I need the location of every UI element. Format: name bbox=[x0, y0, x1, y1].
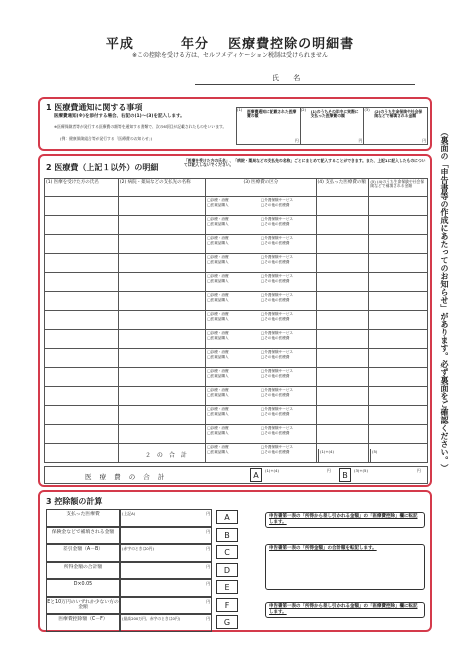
category-checkbox[interactable]: □その他の医療費 bbox=[260, 240, 290, 245]
section-2-note: 「医療を受けた方の氏名」、「病院・薬局などの支払先の名称」ごとにまとめて記入することができます。また、上記1に記入したものについては記入しないでください。 bbox=[184, 158, 426, 168]
reimbursed-cell[interactable] bbox=[369, 254, 428, 273]
paid-amount-cell[interactable] bbox=[316, 406, 369, 425]
category-cell bbox=[206, 273, 316, 292]
notice-col-2-label: (1)のうちその年中に実際に支払った医療費の額 bbox=[310, 109, 359, 119]
category-checkbox[interactable]: □その他の医療費 bbox=[260, 259, 290, 264]
calc-box-b: B bbox=[216, 528, 238, 542]
category-checkbox[interactable]: □介護保険サービス bbox=[260, 198, 294, 202]
section-2-total-row bbox=[44, 449, 428, 463]
notice-col-1[interactable]: (1) 医療費通知に記載された医療費の額 円 bbox=[237, 107, 299, 143]
table-row bbox=[45, 349, 428, 368]
callout-income-total: 申告書第一表の「所得金額」の合計額を転記します。 bbox=[265, 544, 425, 590]
table-row bbox=[45, 368, 428, 387]
reimbursed-cell[interactable] bbox=[369, 330, 428, 349]
reimbursed-cell[interactable] bbox=[369, 406, 428, 425]
medical-expense-table bbox=[44, 178, 428, 463]
reimbursed-cell[interactable] bbox=[369, 235, 428, 254]
notice-col-1-label: 医療費通知に記載された医療費の額 bbox=[247, 109, 297, 119]
category-checkbox[interactable]: □介護保険サービス bbox=[260, 350, 294, 354]
paid-amount-cell[interactable] bbox=[316, 330, 369, 349]
category-checkbox[interactable]: □医薬品購入 bbox=[207, 335, 229, 340]
category-cell bbox=[206, 235, 316, 254]
sum-b-formula: (3)+(5) bbox=[354, 468, 368, 473]
callout-medical-deduction-1: 申告書第一表の「所得から差し引かれる金額」の「医療費控除」欄に転記します。 bbox=[265, 512, 425, 528]
payee-cell[interactable] bbox=[118, 235, 205, 254]
name-label: 氏 名 bbox=[272, 74, 307, 82]
sum-b-cell[interactable] bbox=[353, 467, 427, 483]
category-checkbox[interactable]: □診療・治療 bbox=[207, 217, 229, 221]
patient-name-cell[interactable] bbox=[45, 197, 119, 216]
category-checkbox[interactable]: □その他の医療費 bbox=[260, 297, 290, 302]
category-cell bbox=[206, 368, 316, 387]
calc-box-e: E bbox=[216, 580, 238, 594]
category-checkbox[interactable]: □診療・治療 bbox=[207, 331, 229, 335]
category-checkbox[interactable]: □診療・治療 bbox=[207, 350, 229, 354]
form-title: 医療費控除の明細書 bbox=[228, 37, 355, 52]
category-checkbox[interactable]: □医薬品購入 bbox=[207, 392, 229, 397]
category-checkbox[interactable]: □診療・治療 bbox=[207, 445, 229, 449]
category-checkbox[interactable]: □医薬品購入 bbox=[207, 259, 229, 264]
reimbursed-cell[interactable] bbox=[369, 349, 428, 368]
payee-cell[interactable] bbox=[118, 197, 205, 216]
category-checkbox[interactable]: □その他の医療費 bbox=[260, 411, 290, 416]
notice-col-2[interactable]: (2) (1)のうちその年中に実際に支払った医療費の額 円 bbox=[300, 107, 363, 143]
category-checkbox[interactable]: □診療・治療 bbox=[207, 255, 229, 259]
category-cell bbox=[206, 349, 316, 368]
calc-box-f: F bbox=[216, 598, 238, 612]
calc-value-d[interactable]: 円 bbox=[120, 562, 212, 580]
callout-medical-deduction-2: 申告書第一表の「所得から差し引かれる金額」の「医療費控除」欄に転記します。 bbox=[265, 602, 425, 618]
year-label: 年分 bbox=[180, 37, 209, 52]
calc-label-b: 保険金などで補填される金額 bbox=[46, 527, 120, 545]
notice-col-3-label: (2)のうち生命保険や社会保険などで補填される金額 bbox=[374, 109, 423, 119]
table-row bbox=[45, 254, 428, 273]
payee-cell[interactable] bbox=[118, 311, 205, 330]
category-cell bbox=[206, 311, 316, 330]
era-label: 平成 bbox=[105, 37, 134, 52]
category-checkbox[interactable]: □その他の医療費 bbox=[260, 221, 290, 226]
payee-cell[interactable] bbox=[118, 368, 205, 387]
category-cell bbox=[206, 406, 316, 425]
grand-total-label: 医 療 費 の 合 計 bbox=[85, 473, 168, 481]
patient-name-cell[interactable] bbox=[45, 406, 119, 425]
header-paid-amount: (4) 支払った医療費の額 bbox=[316, 179, 369, 197]
calc-box-a: A bbox=[216, 510, 238, 524]
category-checkbox[interactable]: □その他の医療費 bbox=[260, 373, 290, 378]
category-checkbox[interactable]: □その他の医療費 bbox=[260, 392, 290, 397]
category-checkbox[interactable]: □介護保険サービス bbox=[260, 236, 294, 240]
table-row bbox=[45, 387, 428, 406]
category-checkbox[interactable]: □医薬品購入 bbox=[207, 297, 229, 302]
header-category: (3) 医療費の区分 bbox=[206, 179, 316, 197]
medical-notice-table bbox=[236, 107, 428, 145]
table-row bbox=[45, 311, 428, 330]
category-checkbox[interactable]: □介護保険サービス bbox=[260, 312, 294, 316]
table-row bbox=[45, 292, 428, 311]
section-1-desc: ※医療保険者等が発行する医療費の額等を通知する書類で、次の6項目が記載されたものをいいます。 bbox=[54, 124, 227, 129]
reimbursed-cell[interactable] bbox=[369, 387, 428, 406]
side-note: （裏面の「申告書等の作成にあたってのお知らせ」があります。必ず裏面をご確認ください。） bbox=[440, 128, 449, 472]
payee-cell[interactable] bbox=[118, 273, 205, 292]
paid-amount-cell[interactable] bbox=[316, 216, 369, 235]
category-checkbox[interactable]: □介護保険サービス bbox=[260, 217, 294, 221]
category-checkbox[interactable]: □医薬品購入 bbox=[207, 202, 229, 207]
category-checkbox[interactable]: □その他の医療費 bbox=[260, 316, 290, 321]
calc-box-g: G bbox=[216, 615, 238, 629]
patient-name-cell[interactable] bbox=[45, 387, 119, 406]
box-b: B bbox=[339, 468, 351, 482]
sum-a-cell[interactable] bbox=[263, 467, 337, 483]
category-cell bbox=[206, 387, 316, 406]
section-3-title: 3 控除額の計算 bbox=[46, 497, 103, 506]
section-1-desc-sub: (例：健康保険組合等が発行する「医療費のお知らせ」) bbox=[60, 136, 153, 141]
total-4-cell[interactable]: (1)+(4) bbox=[320, 449, 334, 454]
section-2 bbox=[38, 154, 432, 487]
section-1-desc-bold: 医療費通知(※)を添付する場合、右記の(1)〜(3)を記入します。 bbox=[54, 114, 185, 119]
category-checkbox[interactable]: □診療・治療 bbox=[207, 388, 229, 392]
category-checkbox[interactable]: □その他の医療費 bbox=[260, 335, 290, 340]
payee-cell[interactable] bbox=[118, 387, 205, 406]
calc-label-e: D×0.05 bbox=[46, 579, 120, 597]
paid-amount-cell[interactable] bbox=[316, 311, 369, 330]
patient-name-cell[interactable] bbox=[45, 425, 119, 444]
calc-label-c: 差引金額（A－B） bbox=[46, 544, 120, 562]
paid-amount-cell[interactable] bbox=[316, 254, 369, 273]
calc-box-c: C bbox=[216, 545, 238, 559]
self-medication-notice: ※この控除を受ける方は、セルフメディケーション税制は受けられません bbox=[131, 52, 329, 59]
patient-name-cell[interactable] bbox=[45, 349, 119, 368]
table-row bbox=[45, 330, 428, 349]
category-checkbox[interactable]: □診療・治療 bbox=[207, 236, 229, 240]
category-cell bbox=[206, 197, 316, 216]
category-checkbox[interactable]: □医薬品購入 bbox=[207, 278, 229, 283]
calc-value-c[interactable]: (赤字のときは0円) 円 bbox=[120, 544, 212, 562]
category-checkbox[interactable]: □診療・治療 bbox=[207, 407, 229, 411]
table-row bbox=[45, 235, 428, 254]
table-row bbox=[45, 425, 428, 444]
calc-value-a[interactable]: (上記A) 円 bbox=[120, 509, 212, 527]
reimbursed-cell[interactable] bbox=[369, 197, 428, 216]
category-checkbox[interactable]: □介護保険サービス bbox=[260, 426, 294, 430]
grand-total-row bbox=[44, 466, 428, 484]
patient-name-cell[interactable] bbox=[45, 311, 119, 330]
paid-amount-cell[interactable] bbox=[316, 235, 369, 254]
paid-amount-cell[interactable] bbox=[316, 368, 369, 387]
category-checkbox[interactable]: □診療・治療 bbox=[207, 426, 229, 430]
table-row bbox=[45, 197, 428, 216]
category-cell bbox=[206, 425, 316, 444]
table-row bbox=[45, 273, 428, 292]
patient-name-cell[interactable] bbox=[45, 216, 119, 235]
sum-a-yen: 円 bbox=[327, 468, 331, 473]
section-1-title: 1 医療費通知に関する事項 bbox=[46, 103, 143, 112]
calc-value-f[interactable]: 円 bbox=[120, 597, 212, 615]
category-cell bbox=[206, 216, 316, 235]
total-5-cell[interactable]: (5) bbox=[372, 449, 378, 454]
category-checkbox[interactable]: □医薬品購入 bbox=[207, 430, 229, 435]
reimbursed-cell[interactable] bbox=[369, 368, 428, 387]
paid-amount-cell[interactable] bbox=[316, 292, 369, 311]
payee-cell[interactable] bbox=[118, 425, 205, 444]
category-checkbox[interactable]: □その他の医療費 bbox=[260, 202, 290, 207]
name-field[interactable] bbox=[195, 84, 415, 85]
sum-b-yen: 円 bbox=[417, 468, 421, 473]
category-checkbox[interactable]: □介護保険サービス bbox=[260, 407, 294, 411]
reimbursed-cell[interactable] bbox=[369, 425, 428, 444]
patient-name-cell[interactable] bbox=[45, 254, 119, 273]
category-cell bbox=[206, 330, 316, 349]
category-checkbox[interactable]: □医薬品購入 bbox=[207, 240, 229, 245]
header-reimbursed: (5) (4)のうち生命保険や社会保険などで補填される金額 bbox=[369, 179, 428, 197]
category-checkbox[interactable]: □介護保険サービス bbox=[260, 369, 294, 373]
header-patient-name: (1) 医療を受けた方の氏名 bbox=[45, 179, 119, 197]
calc-label-f: Eと10万円のいずれか少ない方の金額 bbox=[46, 597, 120, 615]
category-cell bbox=[206, 254, 316, 273]
category-checkbox[interactable]: □その他の医療費 bbox=[260, 278, 290, 283]
category-checkbox[interactable]: □医薬品購入 bbox=[207, 354, 229, 359]
category-checkbox[interactable]: □医薬品購入 bbox=[207, 373, 229, 378]
category-cell bbox=[206, 292, 316, 311]
category-checkbox[interactable]: □医薬品購入 bbox=[207, 316, 229, 321]
reimbursed-cell[interactable] bbox=[369, 311, 428, 330]
section-1 bbox=[38, 97, 432, 151]
payee-cell[interactable] bbox=[118, 292, 205, 311]
section-2-total-label: ２ の 合 計 bbox=[145, 452, 189, 459]
category-checkbox[interactable]: □診療・治療 bbox=[207, 274, 229, 278]
category-checkbox[interactable]: □診療・治療 bbox=[207, 369, 229, 373]
category-checkbox[interactable]: □介護保険サービス bbox=[260, 388, 294, 392]
reimbursed-cell[interactable] bbox=[369, 292, 428, 311]
calc-label-a: 支払った医療費 bbox=[46, 509, 120, 527]
patient-name-cell[interactable] bbox=[45, 273, 119, 292]
payee-cell[interactable] bbox=[118, 349, 205, 368]
paid-amount-cell[interactable] bbox=[316, 273, 369, 292]
notice-col-3[interactable]: (3) (2)のうち生命保険や社会保険などで補填される金額 円 bbox=[364, 107, 426, 143]
reimbursed-cell[interactable] bbox=[369, 216, 428, 235]
category-checkbox[interactable]: □診療・治療 bbox=[207, 198, 229, 202]
calc-value-b[interactable]: 円 bbox=[120, 527, 212, 545]
payee-cell[interactable] bbox=[118, 254, 205, 273]
patient-name-cell[interactable] bbox=[45, 330, 119, 349]
category-checkbox[interactable]: □医薬品購入 bbox=[207, 449, 229, 454]
category-checkbox[interactable]: □介護保険サービス bbox=[260, 274, 294, 278]
calc-value-g[interactable]: (最高200万円、赤字のときは0円) 円 bbox=[120, 614, 212, 632]
sum-a-formula: (1)+(4) bbox=[265, 468, 279, 473]
paid-amount-cell[interactable] bbox=[316, 425, 369, 444]
payee-cell[interactable] bbox=[118, 330, 205, 349]
patient-name-cell[interactable] bbox=[45, 292, 119, 311]
payee-cell[interactable] bbox=[118, 406, 205, 425]
header-payee: (2) 病院・薬局などの支払先の名称 bbox=[118, 179, 205, 197]
paid-amount-cell[interactable] bbox=[316, 349, 369, 368]
section-2-title: 2 医療費（上記１以外）の明細 bbox=[46, 163, 159, 172]
payee-cell[interactable] bbox=[118, 216, 205, 235]
patient-name-cell[interactable] bbox=[45, 368, 119, 387]
calc-label-d: 所得金額の合計額 bbox=[46, 562, 120, 580]
category-checkbox[interactable]: □その他の医療費 bbox=[260, 354, 290, 359]
category-checkbox[interactable]: □その他の医療費 bbox=[260, 449, 290, 454]
category-checkbox[interactable]: □その他の医療費 bbox=[260, 430, 290, 435]
section-3 bbox=[38, 490, 432, 632]
paid-amount-cell[interactable] bbox=[316, 387, 369, 406]
reimbursed-cell[interactable] bbox=[369, 273, 428, 292]
category-checkbox[interactable]: □診療・治療 bbox=[207, 312, 229, 316]
category-checkbox[interactable]: □診療・治療 bbox=[207, 293, 229, 297]
category-checkbox[interactable]: □介護保険サービス bbox=[260, 255, 294, 259]
calc-label-g: 医療費控除額（C－F） bbox=[46, 614, 120, 632]
table-row bbox=[45, 406, 428, 425]
category-checkbox[interactable]: □医薬品購入 bbox=[207, 221, 229, 226]
paid-amount-cell[interactable] bbox=[316, 197, 369, 216]
category-checkbox[interactable]: □介護保険サービス bbox=[260, 445, 294, 449]
category-checkbox[interactable]: □医薬品購入 bbox=[207, 411, 229, 416]
category-checkbox[interactable]: □介護保険サービス bbox=[260, 331, 294, 335]
category-checkbox[interactable]: □介護保険サービス bbox=[260, 293, 294, 297]
patient-name-cell[interactable] bbox=[45, 235, 119, 254]
table-row bbox=[45, 216, 428, 235]
calc-value-e[interactable]: 円 bbox=[120, 579, 212, 597]
calc-box-d: D bbox=[216, 563, 238, 577]
box-a: A bbox=[250, 468, 262, 482]
